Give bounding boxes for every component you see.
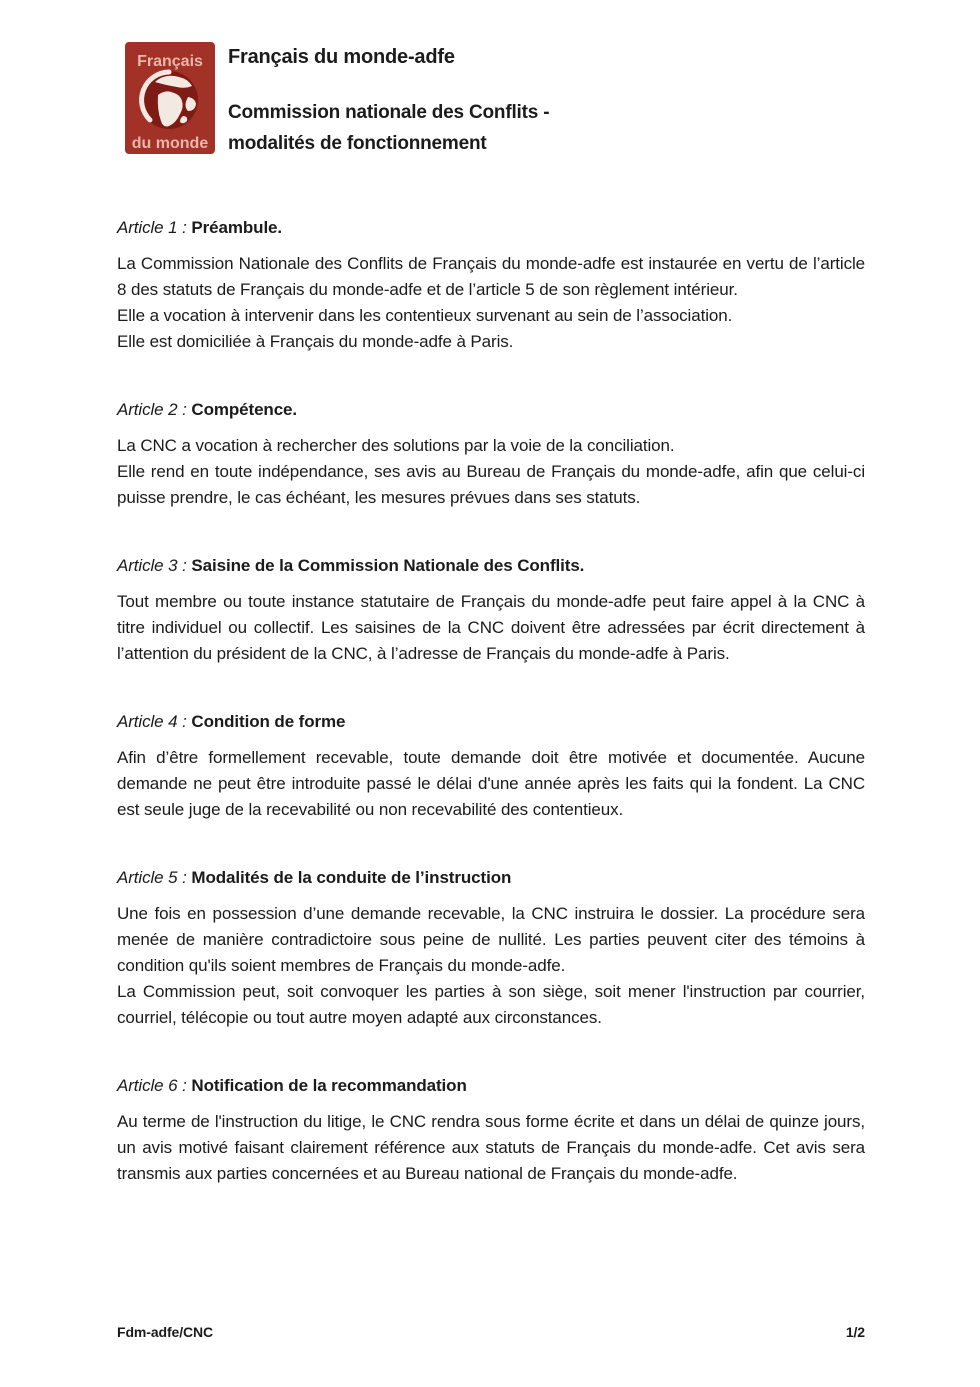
- document-body: [117, 215, 865, 1187]
- logo-bottom-text: du monde: [131, 135, 209, 152]
- article-5-section: [117, 865, 865, 1031]
- paragraph: Elle a vocation à intervenir dans les contentieux survenant au sein de l’association.: [117, 306, 733, 325]
- article-title: Modalités de la conduite de l’instruction: [191, 868, 512, 887]
- article-4-heading: [117, 709, 865, 735]
- article-5-heading: [117, 865, 865, 891]
- article-title: Saisine de la Commission Nationale des Conflits.: [191, 556, 585, 575]
- article-label: Article 4: [117, 712, 178, 731]
- paragraph: Une fois en possession d’une demande recevable, la CNC instruira le dossier. La procédure sera menée de manière contradictoire sous peine de nullité. Les parties peuvent citer des témoins à condition qu'ils soient membres de Français du monde-adfe.: [117, 904, 865, 975]
- paragraph: Tout membre ou toute instance statutaire de Français du monde-adfe peut faire appel à la CNC à titre individuel ou collectif. Les saisines de la CNC doivent être adressées par écrit directement à l’attention du président de la CNC, à l’adresse de Français du monde-adfe à Paris.: [117, 592, 865, 663]
- article-label: Article 5: [117, 868, 178, 887]
- document-footer: [117, 1324, 865, 1340]
- subtitle-line-2: modalités de fonctionnement: [228, 133, 487, 154]
- article-separator: :: [177, 556, 192, 575]
- article-1-body: [117, 251, 865, 355]
- paragraph: Au terme de l'instruction du litige, le CNC rendra sous forme écrite et dans un délai de quinze jours, un avis motivé faisant clairement référence aux statuts de Français du monde-adfe. Cet avis sera transmis aux parties concernées et au Bureau national de Français du monde-adfe.: [117, 1112, 865, 1183]
- article-5-body: [117, 901, 865, 1031]
- article-3-heading: [117, 553, 865, 579]
- globe-icon: [140, 71, 198, 129]
- header-text: [228, 42, 549, 159]
- article-6-body: [117, 1109, 865, 1187]
- footer-doc-reference: Fdm-adfe/CNC: [117, 1324, 214, 1340]
- article-title: Compétence.: [191, 400, 298, 419]
- article-title: Condition de forme: [191, 712, 346, 731]
- footer-page-number: 1/2: [845, 1324, 865, 1340]
- paragraph: La Commission Nationale des Conflits de Français du monde-adfe est instaurée en vertu de l’article 8 des statuts de Français du monde-adfe et de l’article 5 de son règlement intérieur.: [117, 254, 865, 299]
- article-4-section: [117, 709, 865, 823]
- paragraph: Elle rend en toute indépendance, ses avis au Bureau de Français du monde-adfe, afin que celui-ci puisse prendre, le cas échéant, les mesures prévues dans ses statuts.: [117, 462, 865, 507]
- subtitle-line-1: Commission nationale des Conflits -: [228, 102, 550, 123]
- article-separator: :: [177, 218, 192, 237]
- francais-du-monde-logo: [125, 42, 215, 154]
- article-label: Article 1: [117, 218, 178, 237]
- paragraph: Elle est domiciliée à Français du monde-adfe à Paris.: [117, 332, 514, 351]
- article-6-section: [117, 1073, 865, 1187]
- paragraph: La CNC a vocation à rechercher des solutions par la voie de la conciliation.: [117, 436, 675, 455]
- paragraph: La Commission peut, soit convoquer les parties à son siège, soit mener l'instruction par courrier, courriel, télécopie ou tout autre moyen adapté aux circonstances.: [117, 982, 865, 1027]
- article-1-section: [117, 215, 865, 355]
- document-title: Français du monde-adfe: [228, 46, 455, 68]
- article-separator: :: [177, 868, 192, 887]
- paragraph: Afin d’être formellement recevable, toute demande doit être motivée et documentée. Aucune demande ne peut être introduite passé le délai d'une année après les faits qui la fondent. La CNC est seule juge de la recevabilité ou non recevabilité des contentieux.: [117, 748, 865, 819]
- document-header: [117, 42, 865, 159]
- logo-top-text: Français: [137, 53, 203, 70]
- article-3-section: [117, 553, 865, 667]
- article-3-body: [117, 589, 865, 667]
- article-label: Article 3: [117, 556, 178, 575]
- article-2-heading: [117, 397, 865, 423]
- article-title: Notification de la recommandation: [191, 1076, 467, 1095]
- article-4-body: [117, 745, 865, 823]
- article-label: Article 2: [117, 400, 178, 419]
- article-1-heading: [117, 215, 865, 241]
- article-2-body: [117, 433, 865, 511]
- article-title: Préambule.: [191, 218, 283, 237]
- document-subtitle: [228, 97, 549, 159]
- article-separator: :: [177, 1076, 192, 1095]
- article-label: Article 6: [117, 1076, 178, 1095]
- article-6-heading: [117, 1073, 865, 1099]
- logo-graphic: [125, 42, 215, 154]
- article-separator: :: [177, 712, 192, 731]
- article-separator: :: [177, 400, 192, 419]
- article-2-section: [117, 397, 865, 511]
